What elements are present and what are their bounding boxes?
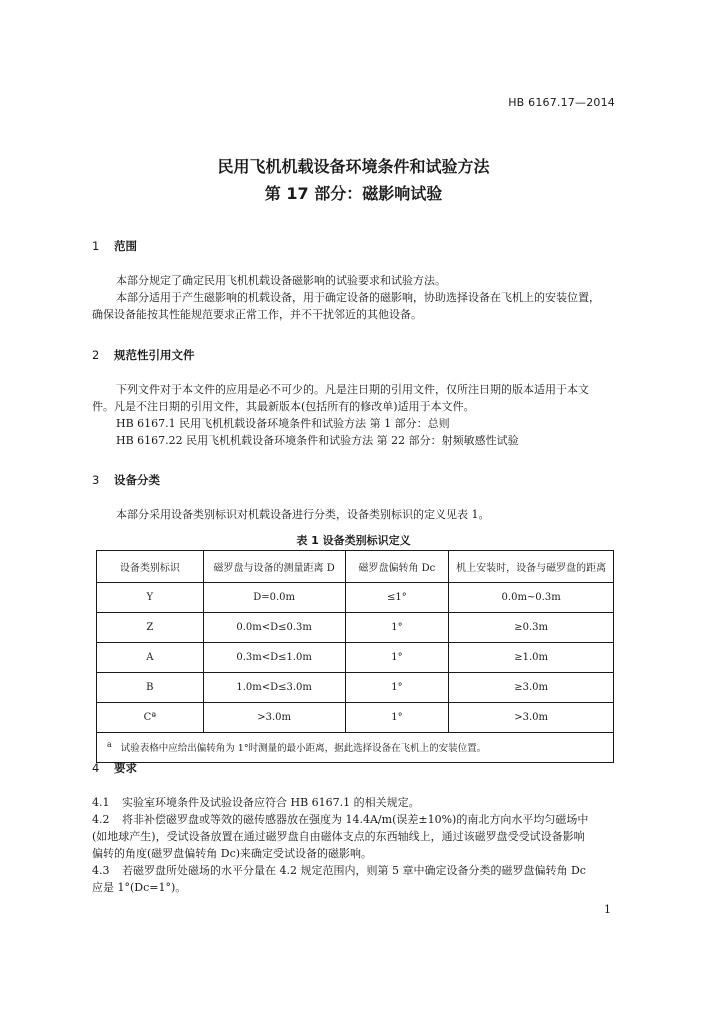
table-footnote — [97, 733, 614, 763]
clause-4-3-line-2: 应是 1°(Dc=1°)。 — [92, 881, 187, 894]
section-2-paragraph-line-1: 下列文件对于本文件的应用是必不可少的。凡是注日期的引用文件，仅所注日期的版本适用于本文 — [116, 383, 589, 396]
section-1-paragraph-2-line-2: 确保设备能按其性能规范要求正常工作，并不干扰邻近的其他设备。 — [92, 308, 422, 321]
table-row — [97, 583, 614, 613]
reference-hb6167-1: HB 6167.1 民用飞机机载设备环境条件和试验方法 第 1 部分：总则 — [116, 417, 450, 430]
table-cell: Cª — [97, 703, 204, 733]
section-4-heading: 4 要求 — [92, 761, 137, 775]
table-cell: Z — [97, 613, 204, 643]
table-header-cell: 磁罗盘与设备的测量距离 D — [203, 551, 345, 583]
table-cell: >3.0m — [203, 703, 345, 733]
standard-number: HB 6167.17—2014 — [508, 96, 615, 109]
section-3-paragraph: 本部分采用设备类别标识对机载设备进行分类，设备类别标识的定义见表 1。 — [116, 508, 490, 521]
table-cell: 1.0m<D≤3.0m — [203, 673, 345, 703]
table-header-cell: 设备类别标识 — [97, 551, 204, 583]
table-cell: ≥0.3m — [449, 613, 614, 643]
table-cell: Y — [97, 583, 204, 613]
section-3-heading: 3 设备分类 — [92, 473, 160, 487]
table-cell: 0.3m<D≤1.0m — [203, 643, 345, 673]
table-row — [97, 703, 614, 733]
clause-4-2-line-3: 偏转的角度(磁罗盘偏转角 Dc)来确定受试设备的磁影响。 — [92, 847, 373, 860]
reference-hb6167-22: HB 6167.22 民用飞机机载设备环境条件和试验方法 第 22 部分：射频敏感性试验 — [116, 434, 519, 447]
table-cell: 1° — [345, 703, 449, 733]
document-title: 民用飞机机载设备环境条件和试验方法 — [217, 157, 490, 176]
table-header-cell: 磁罗盘偏转角 Dc — [345, 551, 449, 583]
table-row — [97, 613, 614, 643]
table-cell: 0.0m~0.3m — [449, 583, 614, 613]
table-cell: 1° — [345, 643, 449, 673]
table-cell: 1° — [345, 613, 449, 643]
clause-4-2-line-1: 4.2 将非补偿磁罗盘或等效的磁传感器放在强度为 14.4A/m(误差±10%)的南北方向水平均匀磁场中 — [92, 813, 589, 826]
table-header-row — [97, 551, 614, 583]
table-cell: 1° — [345, 673, 449, 703]
table-cell: 0.0m<D≤0.3m — [203, 613, 345, 643]
table-cell: ≤1° — [345, 583, 449, 613]
table-row — [97, 673, 614, 703]
clause-4-1: 4.1 实验室环境条件及试验设备应符合 HB 6167.1 的相关规定。 — [92, 796, 420, 809]
table-cell: >3.0m — [449, 703, 614, 733]
section-1-paragraph-1: 本部分规定了确定民用飞机机载设备磁影响的试验要求和试验方法。 — [116, 274, 446, 287]
page-number: 1 — [604, 903, 611, 916]
table-cell: B — [97, 673, 204, 703]
table-header-cell: 机上安装时，设备与磁罗盘的距离 — [449, 551, 614, 583]
footnote-text: 试验表格中应给出偏转角为 1°时测量的最小距离，据此选择设备在飞机上的安装位置。 — [120, 743, 487, 755]
table-footnote-row — [97, 733, 614, 763]
clause-4-2-line-2: (如地球产生)，受试设备放置在通过磁罗盘自由磁体支点的东西轴线上，通过该磁罗盘受受试设备影响 — [92, 830, 585, 843]
table-cell: ≥1.0m — [449, 643, 614, 673]
footnote-mark: a — [107, 740, 112, 750]
clause-4-3-line-1: 4.3 若磁罗盘所处磁场的水平分量在 4.2 规定范围内，则第 5 章中确定设备分类的磁罗盘偏转角 Dc — [92, 864, 586, 877]
document-subtitle: 第 17 部分：磁影响试验 — [264, 184, 443, 203]
equipment-category-table — [96, 550, 614, 763]
table-cell: ≥3.0m — [449, 673, 614, 703]
section-2-paragraph-line-2: 件。凡是不注日期的引用文件，其最新版本(包括所有的修改单)适用于本文件。 — [92, 400, 475, 413]
table-row — [97, 643, 614, 673]
table-cell: A — [97, 643, 204, 673]
table-caption: 表 1 设备类别标识定义 — [296, 534, 411, 547]
section-2-heading: 2 规范性引用文件 — [92, 348, 195, 362]
table-cell: D=0.0m — [203, 583, 345, 613]
section-1-heading: 1 范围 — [92, 239, 137, 253]
section-1-paragraph-2-line-1: 本部分适用于产生磁影响的机载设备，用于确定设备的磁影响，协助选择设备在飞机上的安装位置， — [116, 291, 600, 304]
